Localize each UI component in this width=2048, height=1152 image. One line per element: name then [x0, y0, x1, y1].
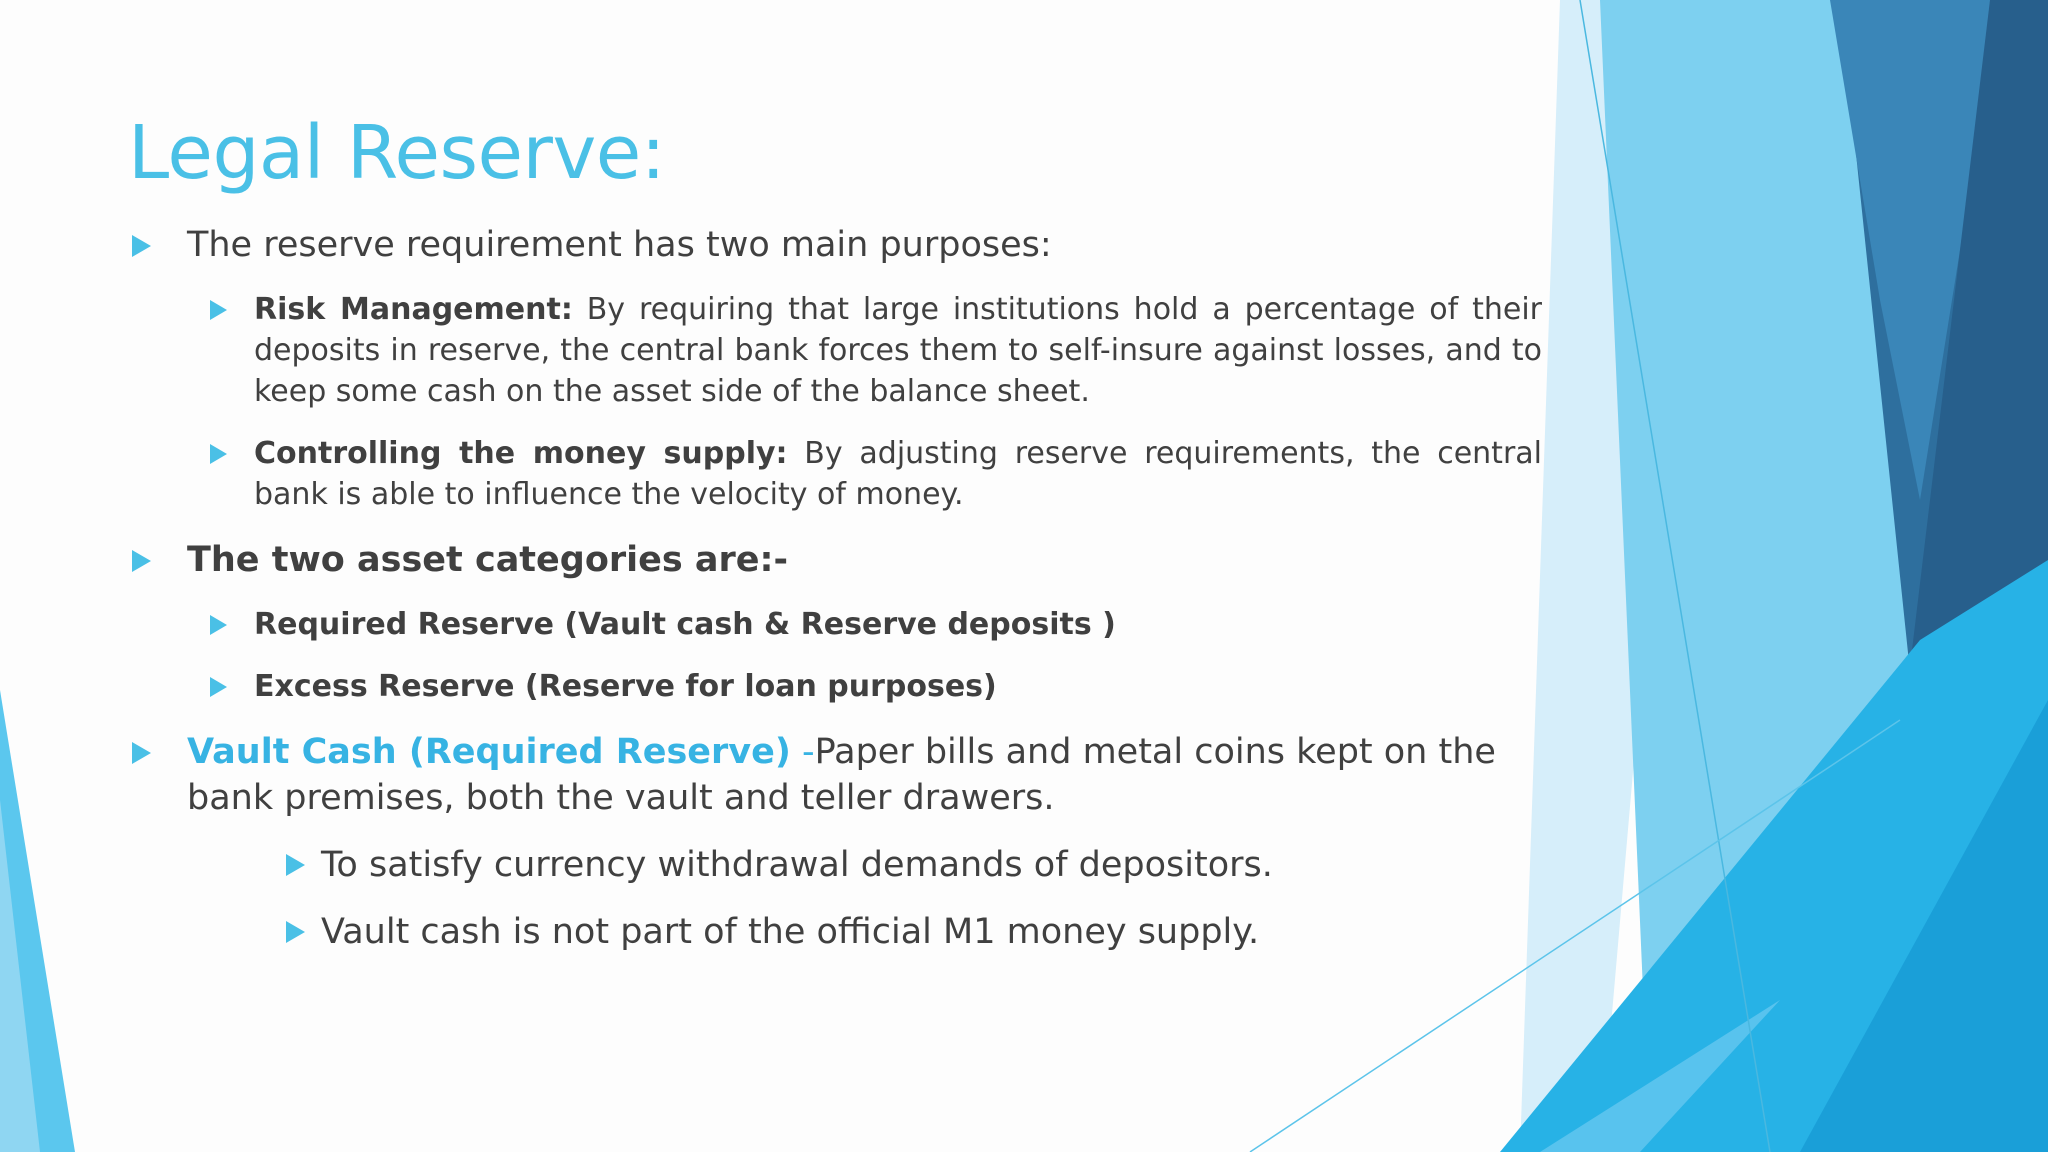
risk-management-text: By requiring that large institutions hold a percentage of their deposits in reserve, the central bank forces them to self-insure against losses, and to keep some cash on the asset side of the balance sheet. — [254, 292, 1542, 409]
bullet-arrow-icon — [132, 550, 151, 572]
bullet-arrow-icon — [286, 921, 305, 943]
excess-reserve-item: Excess Reserve (Reserve for loan purposes) — [254, 669, 997, 704]
bullet-arrow-icon — [210, 444, 227, 464]
bullet-arrow-icon — [132, 742, 151, 764]
money-supply-label: Controlling the money supply: — [254, 436, 788, 471]
categories-heading: The two asset categories are:- — [187, 540, 789, 580]
bullet-arrow-icon — [210, 300, 227, 320]
risk-management-label: Risk Management: — [254, 292, 573, 327]
vault-cash-dash: - — [790, 732, 815, 772]
bullet-arrow-icon — [210, 615, 227, 635]
satisfy-demands-item: To satisfy currency withdrawal demands of depositors. — [321, 845, 1273, 885]
money-supply-text: By adjusting reserve requirements, the central bank is able to influence the velocity of money. — [254, 436, 1543, 512]
bullet-arrow-icon — [286, 854, 305, 876]
vault-cash-label: Vault Cash (Required Reserve) — [187, 732, 791, 772]
vault-cash-text: Paper bills and metal coins kept on the bank premises, both the vault and teller drawers. — [187, 732, 1496, 818]
bullet-arrow-icon — [132, 235, 151, 257]
vault-cash-item — [187, 729, 1547, 821]
money-supply-item — [254, 433, 1542, 515]
purposes-intro: The reserve requirement has two main purposes: — [187, 225, 1052, 265]
m1-supply-item: Vault cash is not part of the official M1 money supply. — [321, 912, 1260, 952]
slide-title: Legal Reserve: — [128, 110, 666, 196]
risk-management-item — [254, 289, 1542, 412]
required-reserve-item: Required Reserve (Vault cash & Reserve deposits ) — [254, 607, 1116, 642]
bullet-arrow-icon — [210, 677, 227, 697]
